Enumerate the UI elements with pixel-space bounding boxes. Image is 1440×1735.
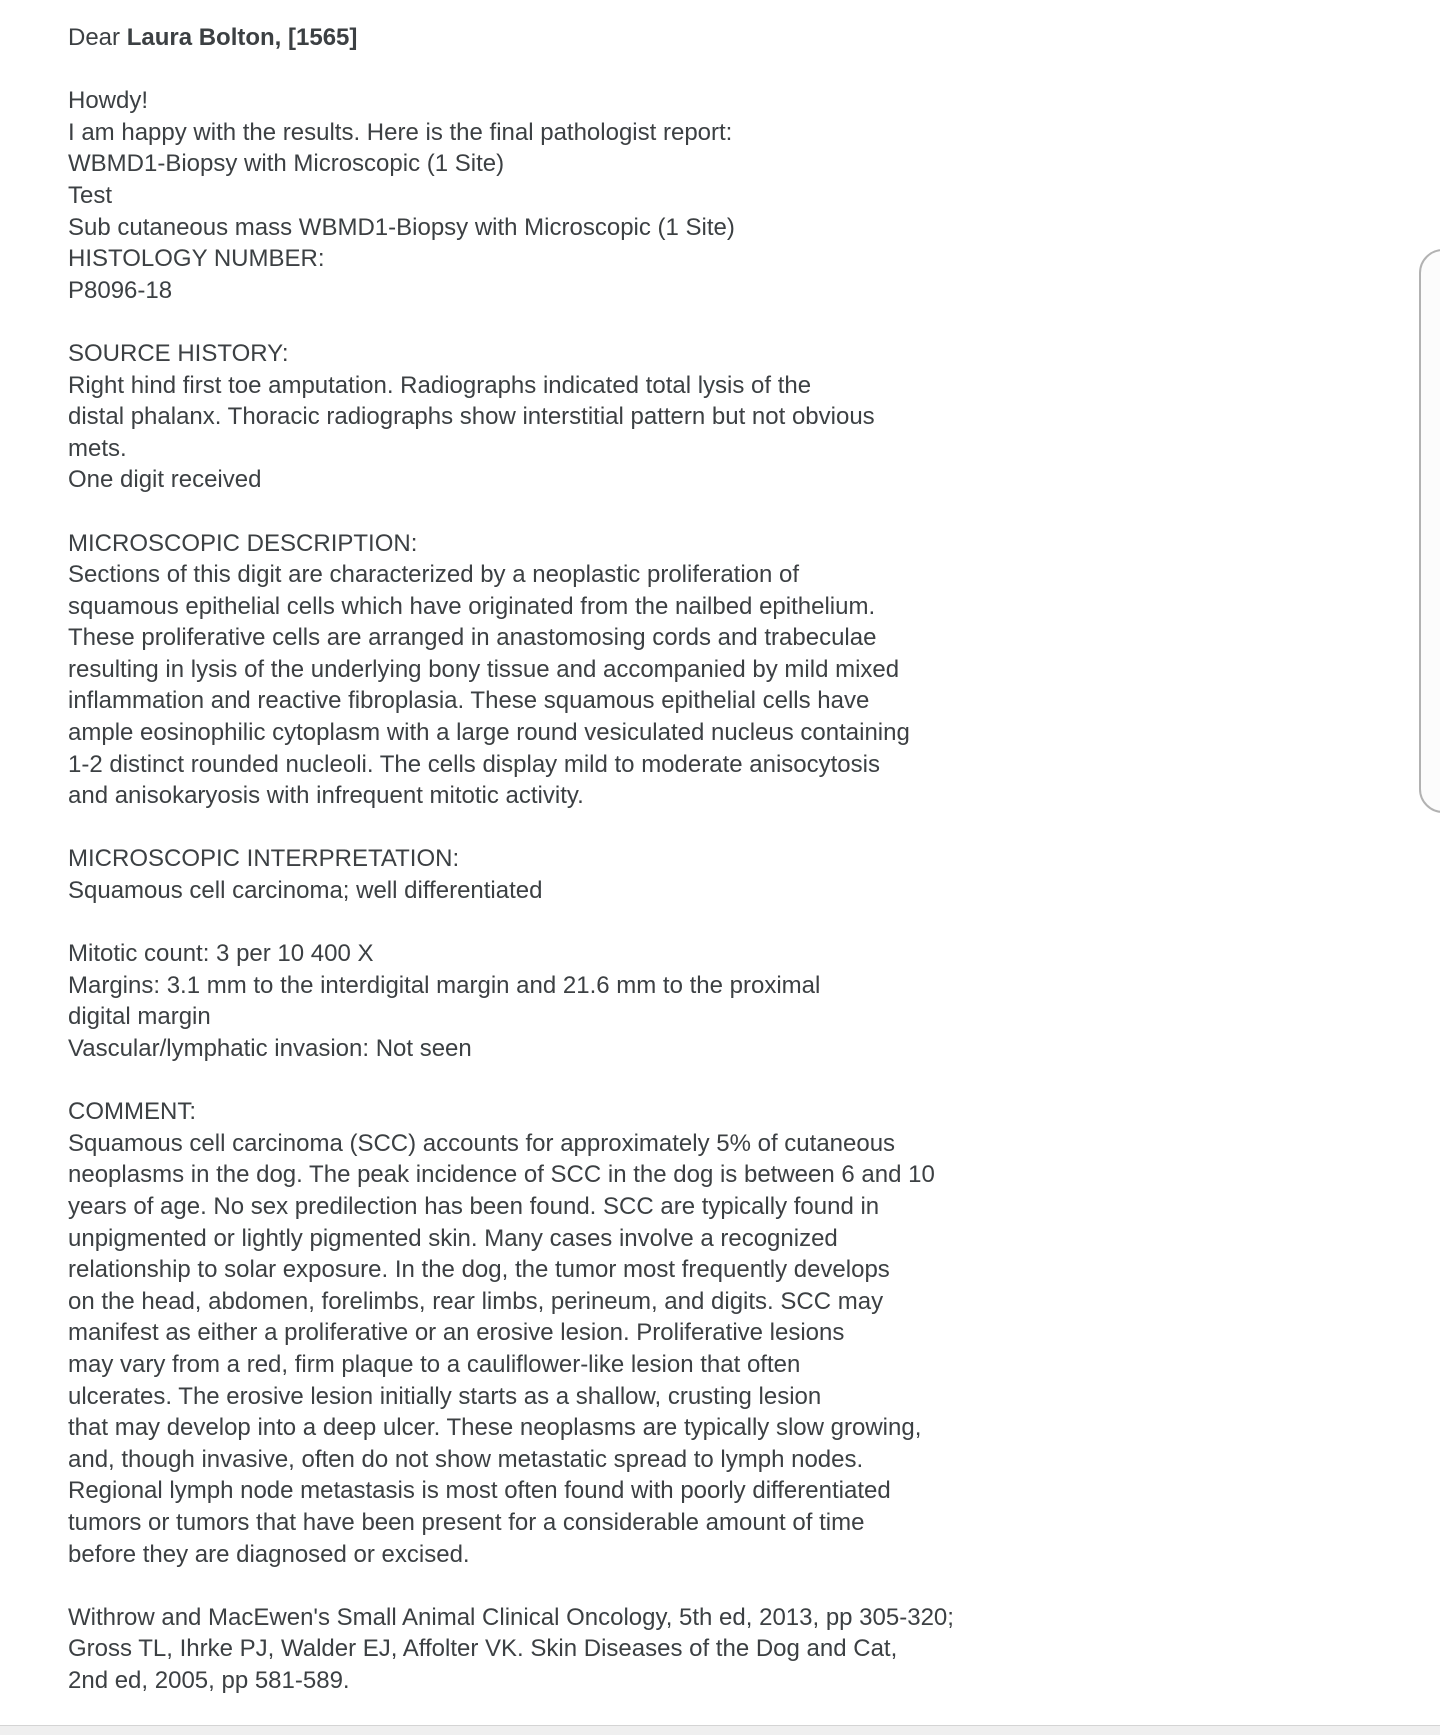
text-line: P8096-18 xyxy=(68,276,173,304)
text-line: and anisokaryosis with infrequent mitotic activity. xyxy=(68,782,584,810)
text-line: before they are diagnosed or excised. xyxy=(68,1540,470,1568)
text-line: 2nd ed, 2005, pp 581-589. xyxy=(68,1666,350,1694)
text-line: neoplasms in the dog. The peak incidence of SCC in the dog is between 6 and 10 xyxy=(68,1161,935,1189)
recipient-name: Laura Bolton, [1565] xyxy=(126,24,358,51)
text-line: tumors or tumors that have been present for a considerable amount of time xyxy=(68,1508,865,1536)
text-line xyxy=(68,306,1268,338)
text-line: MICROSCOPIC DESCRIPTION: xyxy=(68,529,418,557)
text-line: I am happy with the results. Here is the final pathologist report: xyxy=(68,118,733,146)
text-line: digital margin xyxy=(68,1003,211,1031)
text-line: Sections of this digit are characterized by a neoplastic proliferation of xyxy=(68,561,800,589)
text-line xyxy=(68,1570,1268,1602)
text-line: mets. xyxy=(68,434,127,462)
text-line: Howdy! xyxy=(68,87,149,115)
text-line: One digit received xyxy=(68,466,262,494)
text-line xyxy=(68,1065,1268,1097)
text-line: Test xyxy=(68,181,113,209)
scroll-indicator[interactable] xyxy=(1419,249,1440,813)
text-line: Vascular/lymphatic invasion: Not seen xyxy=(68,1035,472,1062)
text-line: Squamous cell carcinoma; well differentiated xyxy=(68,877,543,905)
text-line: HISTOLOGY NUMBER: xyxy=(68,245,325,273)
text-line: years of age. No sex predilection has been found. SCC are typically found in xyxy=(68,1192,880,1220)
text-line: WBMD1-Biopsy with Microscopic (1 Site) xyxy=(68,150,505,178)
text-line: These proliferative cells are arranged in anastomosing cords and trabeculae xyxy=(68,624,877,652)
text-line: Squamous cell carcinoma (SCC) accounts for approximately 5% of cutaneous xyxy=(68,1129,896,1157)
text-line: SOURCE HISTORY: xyxy=(68,339,289,367)
text-line: squamous epithelial cells which have originated from the nailbed epithelium. xyxy=(68,592,876,620)
text-line: Sub cutaneous mass WBMD1-Biopsy with Microscopic (1 Site) xyxy=(68,213,735,241)
text-line: on the head, abdomen, forelimbs, rear limbs, perineum, and digits. SCC may xyxy=(68,1287,884,1315)
text-line: Margins: 3.1 mm to the interdigital margin and 21.6 mm to the proximal xyxy=(68,971,821,999)
text-line: 1-2 distinct rounded nucleoli. The cells display mild to moderate anisocytosis xyxy=(68,750,880,778)
text-line: relationship to solar exposure. In the dog, the tumor most frequently develops xyxy=(68,1256,890,1284)
text-line xyxy=(68,496,1268,528)
text-line: Gross TL, Ihrke PJ, Walder EJ, Affolter VK. Skin Diseases of the Dog and Cat, xyxy=(68,1635,898,1663)
text-line: inflammation and reactive fibroplasia. These squamous epithelial cells have xyxy=(68,687,870,715)
text-line xyxy=(68,812,1268,844)
text-line: that may develop into a deep ulcer. These neoplasms are typically slow growing, xyxy=(68,1414,922,1442)
text-line: and, though invasive, often do not show metastatic spread to lymph nodes. xyxy=(68,1445,864,1473)
text-line: Regional lymph node metastasis is most often found with poorly differentiated xyxy=(68,1477,891,1505)
bottom-divider xyxy=(0,1725,1440,1735)
text-line xyxy=(68,54,1268,86)
text-line: distal phalanx. Thoracic radiographs show interstitial pattern but not obvious xyxy=(68,403,875,431)
text-line: ulcerates. The erosive lesion initially starts as a shallow, crusting lesion xyxy=(68,1382,822,1410)
text-line: may vary from a red, firm plaque to a cauliflower-like lesion that often xyxy=(68,1350,801,1378)
email-body xyxy=(68,22,1268,1696)
text-line: resulting in lysis of the underlying bony tissue and accompanied by mild mixed xyxy=(68,655,900,683)
text-line: Mitotic count: 3 per 10 400 X xyxy=(68,940,374,968)
text-line: MICROSCOPIC INTERPRETATION: xyxy=(68,845,460,873)
text-line: ample eosinophilic cytoplasm with a large round vesiculated nucleus containing xyxy=(68,719,910,747)
text-line: Withrow and MacEwen's Small Animal Clinical Oncology, 5th ed, 2013, pp 305-320; xyxy=(68,1603,954,1631)
text-line: COMMENT: xyxy=(68,1098,196,1126)
text-line: unpigmented or lightly pigmented skin. Many cases involve a recognized xyxy=(68,1224,838,1252)
text-line: manifest as either a proliferative or an erosive lesion. Proliferative lesions xyxy=(68,1319,845,1347)
text-line xyxy=(68,22,1268,54)
salutation-prefix: Dear xyxy=(68,24,127,51)
text-line: Right hind first toe amputation. Radiographs indicated total lysis of the xyxy=(68,371,812,399)
text-line xyxy=(68,907,1268,939)
